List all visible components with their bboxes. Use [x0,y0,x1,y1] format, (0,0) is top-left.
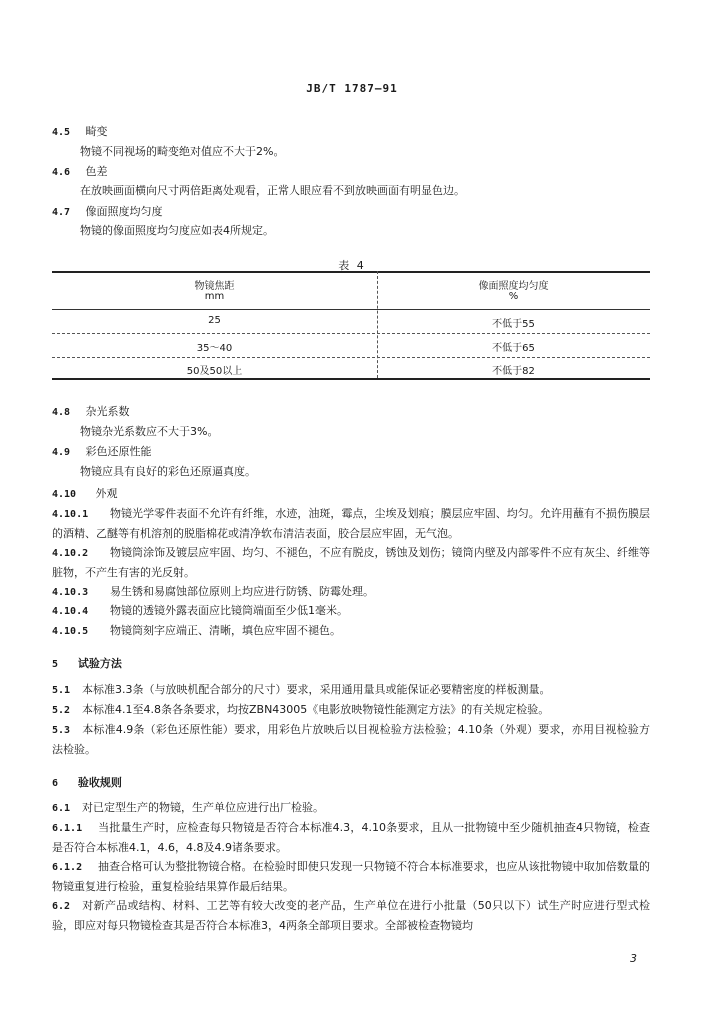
table-cell-uniformity: 不低于55 [492,319,535,330]
section-4-9-heading [52,444,152,460]
section-4-7-text: 物镜的像面照度均匀度应如表4所规定。 [80,224,274,237]
section-title: 彩色还原性能 [85,445,152,458]
table-top-rule [52,271,650,273]
table-row-rule [52,357,650,358]
clause-text: 本标准4.9条（彩色还原性能）要求，用彩色片放映后以目视检验方法检验；4.10条（外观）要求，亦用目视检验方法检验。 [52,723,650,756]
table-cell-focal: 35～40 [196,343,233,354]
table-header-uniformity: 像面照度均匀度 [478,281,549,292]
clause-number: 5.2 [52,705,71,716]
clause-4-10-1 [52,504,650,543]
clause-number: 6.1.2 [52,862,83,873]
clause-4-10-4 [52,601,650,621]
section-4-6-heading [52,164,108,180]
clause-text: 对已定型生产的物镜，生产单位应进行出厂检验。 [82,801,324,814]
section-4-8-text: 物镜杂光系数应不大于3%。 [80,425,219,438]
table-4 [52,271,650,380]
clause-5-1 [52,680,650,700]
section-title: 验收规则 [77,776,122,789]
table-header-uniformity-unit: % [508,291,519,302]
table-row-rule [52,333,650,334]
clause-number: 6.2 [52,901,71,912]
clause-4-10-3 [52,582,650,602]
table-header-rule [52,309,650,310]
clause-text: 本标准3.3条（与放映机配合部分的尺寸）要求，采用通用量具或能保证必要精密度的样板测量。 [82,683,551,696]
section-4-10-heading [52,486,118,502]
clause-6-2 [52,896,650,935]
section-number: 4.8 [52,407,71,418]
clause-6-1-2 [52,857,650,896]
section-title: 像面照度均匀度 [85,205,163,218]
table-cell-uniformity: 不低于82 [492,366,535,377]
clause-number: 4.10.2 [52,548,89,559]
clause-number: 4.10.5 [52,626,89,637]
section-number: 4.6 [52,167,71,178]
section-number: 5 [52,659,59,670]
table-cell-uniformity: 不低于65 [492,343,535,354]
clause-text: 当批量生产时，应检查每只物镜是否符合本标准4.3，4.10条要求，且从一批物镜中至少随机抽查4只物镜，检查是否符合本标准4.1，4.6，4.8及4.9诸条要求。 [52,821,650,854]
clause-text: 物镜筒涂饰及镀层应牢固、均匀、不褪色，不应有脱皮，锈蚀及划伤；镜筒内壁及内部零件不应有灰尘、纤维等脏物，不产生有害的光反射。 [52,546,650,579]
section-4-6-text: 在放映画面横向尺寸两倍距离处观看，正常人眼应看不到放映画面有明显色边。 [80,184,465,197]
clause-number: 6.1.1 [52,823,83,834]
section-4-5-text: 物镜不同视场的畸变绝对值应不大于2%。 [80,145,285,158]
section-number: 4.7 [52,207,71,218]
section-title: 畸变 [85,125,108,138]
clause-text: 物镜筒刻字应端正、清晰，填色应牢固不褪色。 [110,624,341,637]
section-title: 试验方法 [77,657,122,670]
table-header-focal-unit: mm [204,291,225,302]
section-4-5-heading [52,124,108,140]
clause-number: 6.1 [52,803,71,814]
clause-text: 本标准4.1至4.8条各条要求，均按ZBN43005《电影放映物镜性能测定方法》的有关规定检验。 [82,703,550,716]
section-number: 6 [52,778,59,789]
table-cell-focal: 50及50以上 [186,366,243,377]
page-header-standard-no: JB/T 1787—91 [306,82,398,95]
section-title: 色差 [85,165,108,178]
clause-number: 5.1 [52,685,71,696]
table-bottom-rule [52,378,650,380]
table-title: 表 4 [338,259,366,272]
clause-text: 抽查合格可认为整批物镜合格。在检验时即使只发现一只物镜不符合本标准要求，也应从该批物镜中取加倍数量的物镜重复进行检验，重复检验结果算作最后结果。 [52,860,650,893]
clause-4-10-2 [52,543,650,582]
section-number: 4.5 [52,127,71,138]
clause-4-10-5 [52,621,650,641]
clause-6-1 [52,798,650,818]
section-number: 4.10 [52,489,77,500]
clause-number: 4.10.4 [52,606,89,617]
section-6-heading [52,775,122,791]
clause-5-2 [52,700,650,720]
clause-text: 物镜光学零件表面不允许有纤维，水迹，油斑，霉点，尘埃及划痕；膜层应牢固、均匀。允许用蘸有不损伤膜层的酒精、乙醚等有机溶剂的脱脂棉花或清净软布清洁表面，胶合层应牢固，无气泡。 [52,507,650,540]
section-title: 外观 [95,487,118,500]
table-header-focal: 物镜焦距 [194,281,235,292]
clause-text: 易生锈和易腐蚀部位原则上均应进行防锈、防霉处理。 [110,585,374,598]
section-number: 4.9 [52,447,71,458]
clause-number: 4.10.1 [52,509,89,520]
clause-text: 物镜的透镜外露表面应比镜筒端面至少低1毫米。 [110,604,348,617]
clause-text: 对新产品或结构、材料、工艺等有较大改变的老产品，生产单位在进行小批量（50只以下）试生产时应进行型式检验，即应对每只物镜检查其是否符合本标准3，4两条全部项目要求。全部被检查物镜均 [52,899,650,932]
page-number: 3 [630,952,637,965]
clause-5-3 [52,720,650,759]
clause-number: 4.10.3 [52,587,89,598]
section-4-9-text: 物镜应具有良好的彩色还原逼真度。 [80,465,256,478]
section-5-heading [52,656,122,672]
section-title: 杂光系数 [85,405,130,418]
section-4-7-heading [52,204,163,220]
section-4-8-heading [52,404,130,420]
clause-number: 5.3 [52,725,71,736]
table-cell-focal: 25 [208,315,221,326]
clause-6-1-1 [52,818,650,857]
